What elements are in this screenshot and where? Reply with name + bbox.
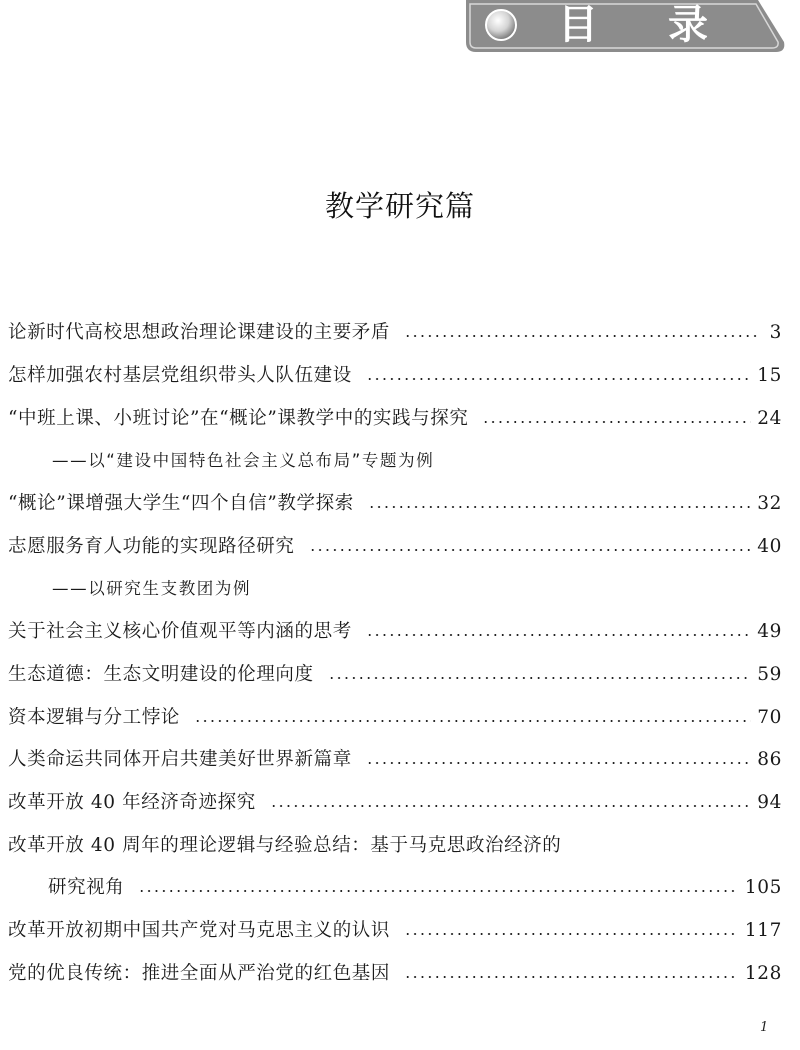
toc-entry-page: 3 [769, 322, 782, 344]
toc-entry-title: “概论”课增强大学生“四个自信”教学探索 [8, 493, 354, 515]
dot-leader [270, 805, 751, 807]
toc-entry-page: 86 [757, 749, 782, 771]
toc-entry-title: 改革开放 40 周年的理论逻辑与经验总结：基于马克思政治经济的 [8, 834, 562, 856]
toc-entry[interactable] [8, 696, 782, 739]
toc-entry-page: 117 [744, 919, 782, 941]
toc-entry-page: 24 [757, 407, 782, 429]
toc-entry-title: 人类命运共同体开启共建美好世界新篇章 [8, 749, 352, 771]
dot-leader [366, 634, 751, 636]
toc-entry-title: “中班上课、小班讨论”在“概论”课教学中的实践与探究 [8, 407, 469, 429]
banner-title: 目录 [558, 2, 778, 48]
toc-entry-page: 40 [757, 535, 782, 557]
toc-entry-title: 资本逻辑与分工悖论 [8, 706, 180, 728]
toc-entry-title: 党的优良传统：推进全面从严治党的红色基因 [8, 962, 391, 984]
toc-entry-subtitle-text: ——以研究生支教团为例 [52, 579, 252, 599]
toc-entry-subtitle [8, 440, 782, 483]
dot-leader [368, 506, 751, 508]
toc-entry-page: 49 [757, 621, 782, 643]
toc-entry-page: 70 [757, 706, 782, 728]
toc-entry[interactable] [8, 611, 782, 654]
dot-leader [366, 378, 751, 380]
toc-entry[interactable] [8, 782, 782, 825]
toc-entry-title: 改革开放 40 年经济奇迹探究 [8, 791, 256, 813]
section-title: 教学研究篇 [324, 189, 475, 223]
toc-entry-page: 59 [757, 663, 782, 685]
toc-entry-title: 志愿服务育人功能的实现路径研究 [8, 535, 295, 557]
sphere-bullet-icon [484, 8, 518, 42]
toc-entry[interactable] [8, 739, 782, 782]
dot-leader [328, 677, 752, 679]
dot-leader [309, 549, 752, 551]
dot-leader [404, 976, 739, 978]
toc-entry[interactable] [8, 312, 782, 355]
toc-entry[interactable] [8, 654, 782, 697]
dot-leader [366, 762, 751, 764]
toc-entry-subtitle [8, 568, 782, 611]
toc-entry[interactable] [8, 910, 782, 953]
dot-leader [194, 720, 751, 722]
dot-leader [404, 335, 758, 337]
dot-leader [482, 421, 751, 423]
toc-entry-subtitle-text: ——以“建设中国特色社会主义总布局”专题为例 [52, 451, 435, 471]
toc-entry-title: 关于社会主义核心价值观平等内涵的思考 [8, 621, 352, 643]
header-banner [466, 0, 786, 52]
toc-entry-page: 15 [757, 365, 782, 387]
toc-entry-title: 怎样加强农村基层党组织带头人队伍建设 [8, 365, 352, 387]
page-number: 1 [760, 1020, 769, 1035]
toc-entry[interactable] [8, 355, 782, 398]
toc-entry-page: 128 [744, 962, 782, 984]
toc-entry[interactable] [8, 397, 782, 440]
toc-entry-page: 105 [744, 877, 782, 899]
toc-entry-continuation[interactable] [8, 867, 782, 910]
dot-leader [404, 933, 739, 935]
toc-entry-page: 32 [757, 493, 782, 515]
toc-entry[interactable] [8, 824, 782, 867]
dot-leader [138, 890, 738, 892]
toc-entry[interactable] [8, 525, 782, 568]
toc-entry[interactable] [8, 952, 782, 995]
toc-entry-title: 改革开放初期中国共产党对马克思主义的认识 [8, 919, 391, 941]
toc-entry-page: 94 [757, 791, 782, 813]
toc-entry-title: 生态道德：生态文明建设的伦理向度 [8, 663, 314, 685]
toc-entry-title: 论新时代高校思想政治理论课建设的主要矛盾 [8, 322, 391, 344]
toc-entry[interactable] [8, 483, 782, 526]
table-of-contents [8, 312, 782, 995]
toc-entry-title: 研究视角 [48, 877, 125, 899]
